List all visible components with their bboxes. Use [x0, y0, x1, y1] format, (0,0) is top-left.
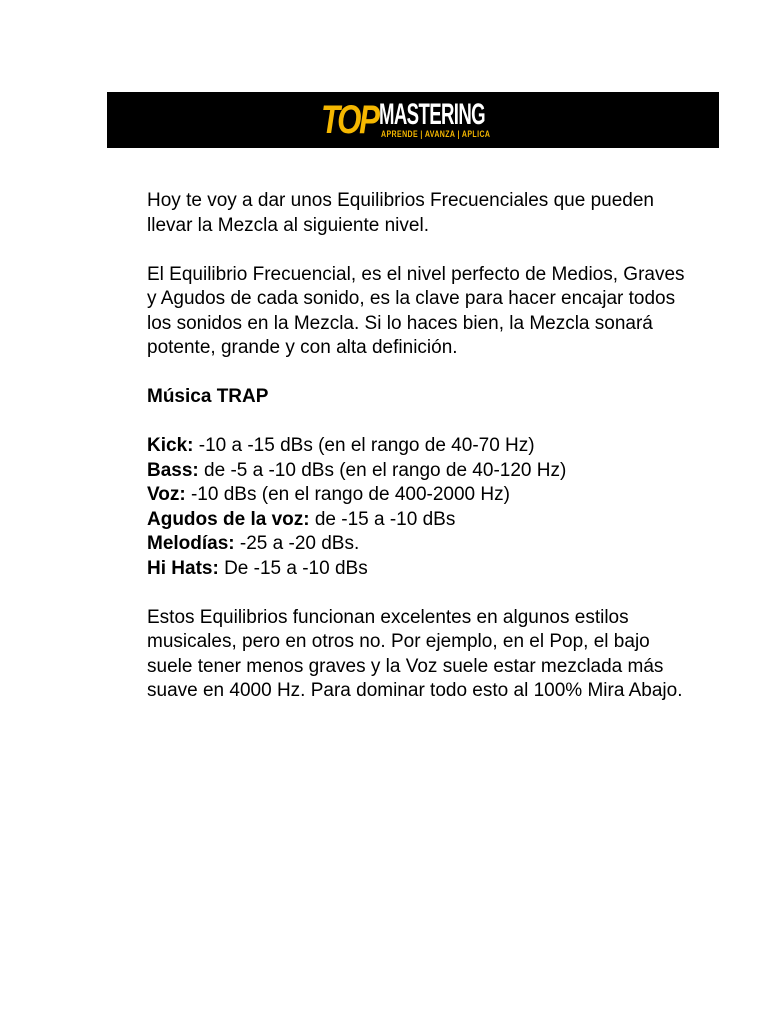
spec-item-hihats: Hi Hats: De -15 a -10 dBs — [147, 557, 368, 579]
spec-item-kick: Kick: -10 a -15 dBs (en el rango de 40-70 Hz) — [147, 435, 535, 456]
section-title: Música TRAP — [147, 386, 269, 407]
logo-mastering-text: MASTERING — [379, 98, 486, 131]
spec-item-melodias: Melodías: -25 a -20 dBs. — [147, 533, 360, 554]
top-mastering-logo — [321, 98, 489, 142]
spec-item-voz: Voz: -10 dBs (en el rango de 400-2000 Hz) — [147, 484, 510, 505]
document-body — [147, 189, 687, 728]
spec-list — [147, 434, 687, 581]
intro-paragraph: Hoy te voy a dar unos Equilibrios Frecuenciales que pueden llevar la Mezcla al siguiente nivel. — [147, 190, 654, 236]
spec-item-agudos: Agudos de la voz: de -15 a -10 dBs — [147, 508, 456, 530]
logo-top-text: TOP — [321, 98, 378, 142]
logo-tagline: APRENDE | AVANZA | APLICA — [381, 129, 491, 139]
header-banner — [107, 92, 719, 148]
spec-item-bass: Bass: de -5 a -10 dBs (en el rango de 40-120 Hz) — [147, 459, 567, 481]
explanation-paragraph: El Equilibrio Frecuencial, es el nivel perfecto de Medios, Graves y Agudos de cada sonido, es la clave para hacer encajar todos los sonidos en la Mezcla. Si lo haces bien, la Mezcla sonará potente, grande y con alta definición. — [147, 263, 685, 358]
closing-paragraph: Estos Equilibrios funcionan excelentes en algunos estilos musicales, pero en otros no. Por ejemplo, en el Pop, el bajo suele tener menos graves y la Voz suele estar mezclada más suave en 4000 Hz. Para dominar todo esto al 100% Mira Abajo. — [147, 606, 683, 701]
